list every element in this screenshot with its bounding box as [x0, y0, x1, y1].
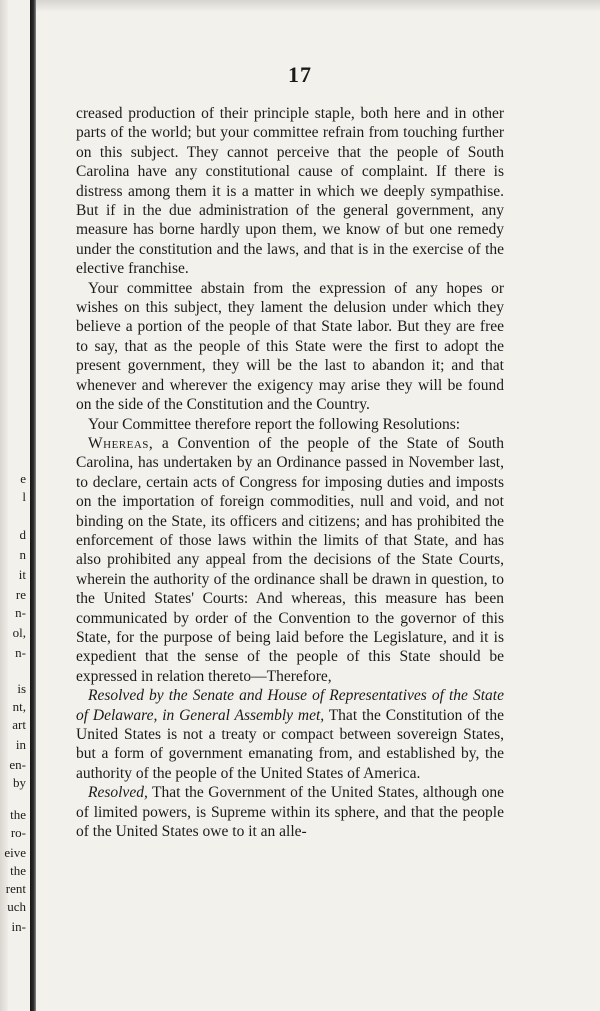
paragraph-resolution-2 — [76, 783, 504, 841]
resolution-1-lead: Resolved by the Senate and House of Representatives of the State of Delaware, in General Assembly met, — [76, 687, 504, 724]
resolution-1-text: That the Constitution of the United States is not a treaty or compact between sovereign States, but a form of government emanating from, and established by, the authority of the people of the United States of America. — [76, 706, 504, 782]
fragment: l — [22, 489, 26, 504]
fragment: art — [12, 717, 26, 732]
whereas-lead: Whereas, — [88, 434, 154, 452]
resolution-2-text: That the Government of the United States, although one of limited powers, is Supreme within its sphere, and that the people of the United States owe to it an alle- — [76, 784, 504, 841]
fragment: the — [10, 807, 26, 822]
fragment: n- — [15, 645, 26, 660]
page-shadow — [36, 0, 600, 12]
paragraph-report-resolutions: Your Committee therefore report the following Resolutions: — [88, 415, 461, 433]
fragment: re — [15, 587, 26, 602]
paragraph-committee-abstain: Your committee abstain from the expression of any hopes or wishes on this subject, they lament the delusion under which they believe a portion of the people of that State labor. But they are free to say, that as the people of this State were the first to adopt the present government, they will be the last to abandon it; and that whenever and wherever the exigency may arise they will be found on the side of the Constitution and the Country. — [76, 279, 504, 414]
fragment: eive — [4, 845, 26, 860]
binding-fold — [30, 0, 36, 1011]
resolution-2-lead: Resolved, — [88, 784, 148, 802]
fragment: in — [15, 737, 26, 752]
fragment: en- — [9, 757, 26, 772]
paragraph-whereas — [76, 434, 504, 686]
fragment: the — [10, 863, 26, 878]
fragment: uch — [7, 899, 26, 914]
fragment: nt, — [12, 699, 26, 714]
fragment: ro- — [10, 825, 26, 840]
paragraph-resolution-1 — [76, 686, 504, 783]
fragment: e — [20, 471, 26, 486]
fragment: n — [19, 547, 26, 562]
page-number: 17 — [288, 62, 312, 87]
whereas-text: a Convention of the people of the State of South Carolina, has undertaken by an Ordinance passed in November last, to declare, certain acts of Congress for imposing duties and imposts on the importation of foreign commodities, null and void, and not binding on the State, its officers and citizens; and has prohibited the enforcement of those laws within the limits of that State, and has also prohibited any appeal from the decisions of the State Courts, wherein the authority of the ordinance shall be drawn in question, to the United States' Courts: And whereas, this measure has been communicated by order of the Convention to the governor of this State, for the purpose of being laid before the Legislature, and it is expedient that the sense of the people of this State should be expressed in relation thereto—Therefore, — [76, 434, 504, 685]
facing-page-fragments — [0, 0, 28, 1011]
paragraph-continuation: creased production of their principle staple, both here and in other parts of the world; but your committee refrain from touching further on this subject. They cannot perceive that the people of South Carolina have any constitutional cause of complaint. If there is distress among them it is a matter in which we deeply sympathise. But if in the due administration of the general government, any measure has borne hardly upon them, we know of but one remedy under the constitution and the laws, and that is in the exercise of the elective franchise. — [76, 105, 504, 278]
fragment: rent — [5, 881, 26, 896]
fragment: is — [17, 681, 26, 696]
fragment: n- — [15, 605, 26, 620]
fragment: in- — [11, 919, 26, 934]
fragment: d — [19, 527, 26, 542]
fragment: ol, — [12, 625, 26, 640]
fragment: by — [13, 775, 26, 790]
page-body — [76, 104, 504, 841]
fragment: it — [18, 567, 26, 582]
